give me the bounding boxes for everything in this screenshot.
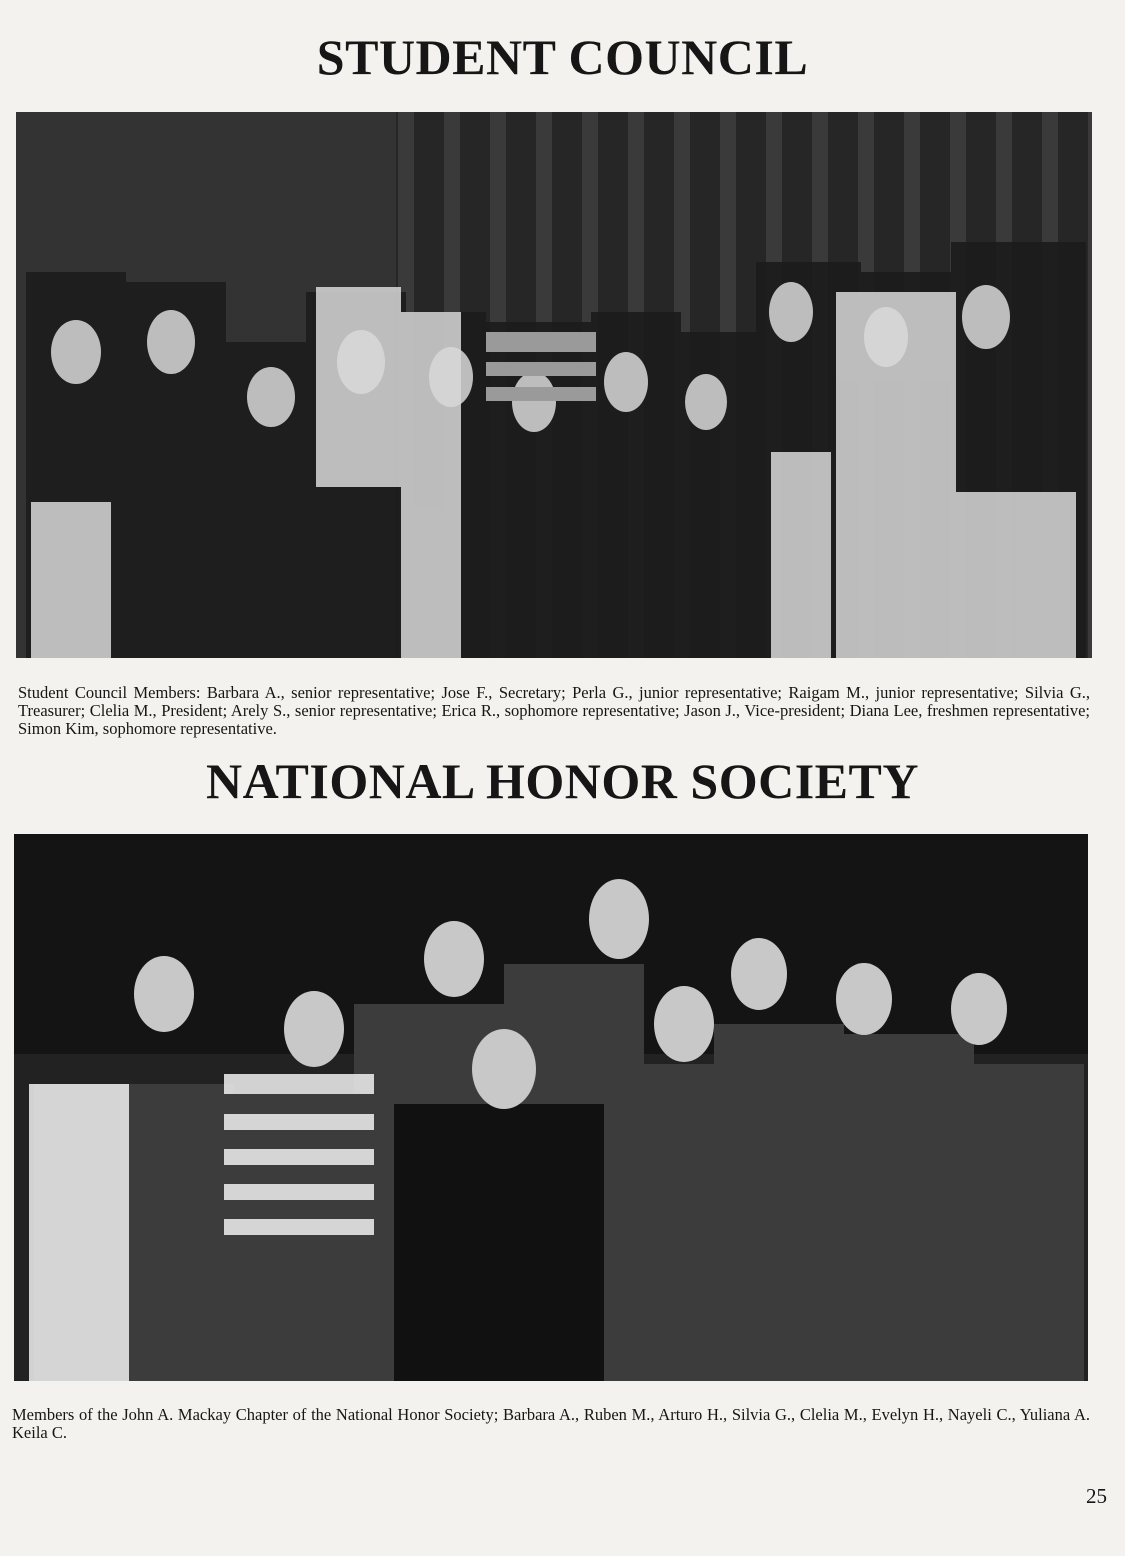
- student-council-title: STUDENT COUNCIL: [316, 29, 809, 85]
- national-honor-society-group-photo: [14, 834, 1088, 1381]
- national-honor-society-caption: Members of the John A. Mackay Chapter of the National Honor Society; Barbara A., Ruben M., Arturo H., Silvia G., Clelia M., Evelyn H., Nayeli C., Yuliana A. Keila C.: [12, 1405, 1090, 1442]
- national-honor-society-title: NATIONAL HONOR SOCIETY: [206, 753, 919, 809]
- student-council-group-photo: [16, 112, 1092, 658]
- page-number: 25: [1086, 1484, 1107, 1508]
- student-council-caption: Student Council Members: Barbara A., senior representative; Jose F., Secretary; Perla G., junior representative; Raigam M., junior representative; Silvia G., Treasurer; Clelia M., President; Arely S., senior representative; Erica R., sophomore representative; Jason J., Vice-president; Diana Lee, freshmen representative; Simon Kim, sophomore representative.: [18, 683, 1090, 738]
